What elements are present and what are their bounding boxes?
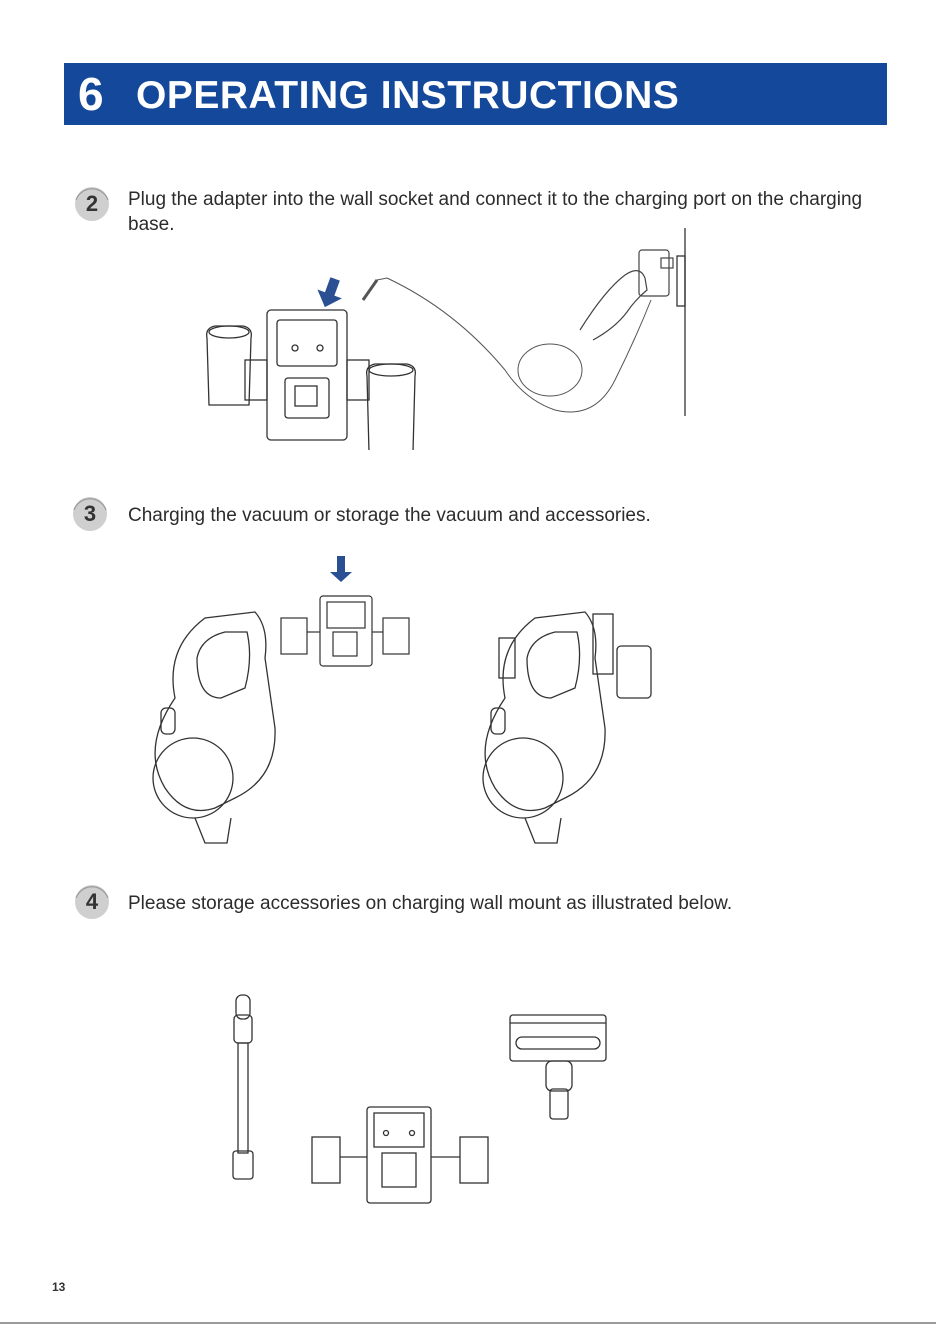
step2-illustration bbox=[195, 220, 695, 450]
step3-illustration bbox=[135, 548, 675, 848]
vacuum-body-icon bbox=[153, 612, 275, 843]
down-arrow-icon bbox=[313, 274, 348, 311]
charging-base-icon bbox=[312, 1107, 488, 1203]
vacuum-mounted-icon bbox=[483, 612, 651, 843]
step-text-4: Please storage accessories on charging wall mount as illustrated below. bbox=[128, 893, 733, 914]
section-title: OPERATING INSTRUCTIONS bbox=[136, 74, 680, 117]
page-number: 13 bbox=[52, 1280, 66, 1294]
step-badge-4: 4 bbox=[70, 880, 114, 924]
step4-illustration bbox=[220, 985, 620, 1215]
hand-plug-icon bbox=[580, 250, 673, 340]
crevice-tool-icon bbox=[233, 995, 253, 1179]
adapter-cable-icon bbox=[363, 278, 651, 412]
charging-base-icon bbox=[281, 596, 409, 666]
step-text-3: Charging the vacuum or storage the vacuum and accessories. bbox=[128, 505, 651, 526]
down-arrow-icon bbox=[330, 556, 352, 582]
section-number: 6 bbox=[78, 68, 104, 120]
charging-base-icon bbox=[207, 310, 416, 450]
wall-socket-icon bbox=[677, 228, 685, 416]
floor-brush-icon bbox=[510, 1015, 606, 1119]
step-text-2: Plug the adapter into the wall socket and connect it to the charging port on the charging base. bbox=[128, 189, 863, 235]
step-badge-2: 2 bbox=[70, 182, 114, 226]
section-header bbox=[64, 63, 887, 125]
step-badge-3: 3 bbox=[68, 492, 112, 536]
